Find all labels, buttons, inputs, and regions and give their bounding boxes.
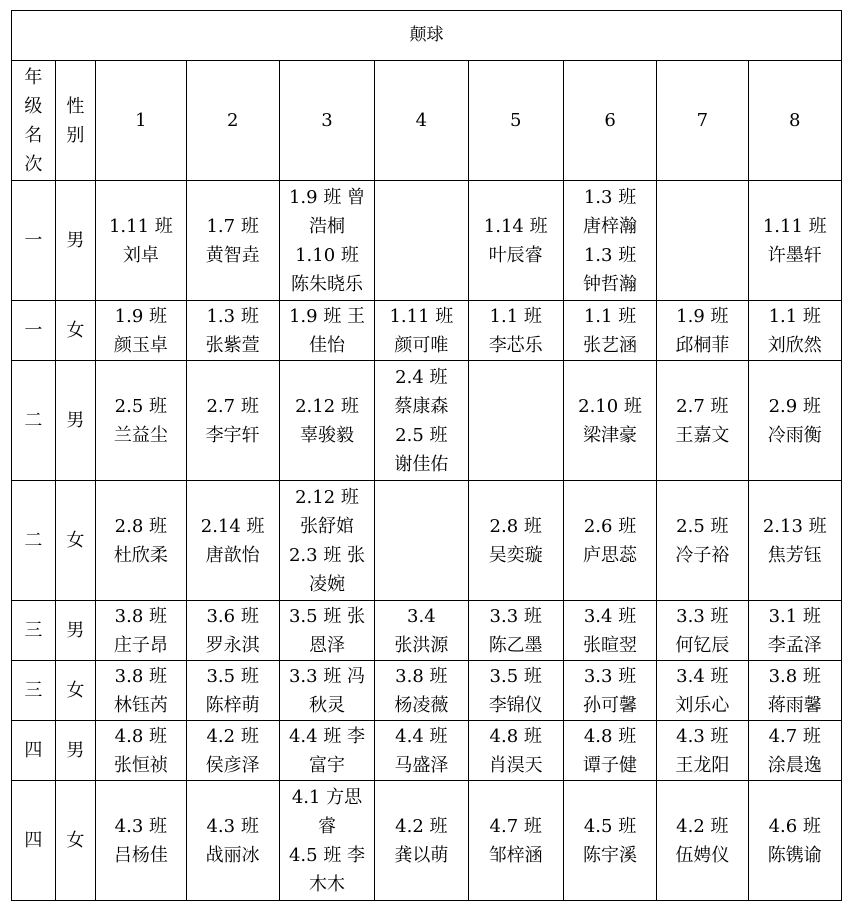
result-cell [96,301,186,361]
result-line: 陈镌谕 [767,844,822,866]
result-line: 1.14 班 [483,215,548,237]
result-line: 战丽冰 [205,844,260,866]
result-line: 2.14 班 [200,515,265,537]
result-line: 3.1 班 [768,605,821,627]
result-line: 4.8 班 [489,725,542,747]
result-line: 2.8 班 [489,515,542,537]
result-cell [96,481,186,601]
result-cell [563,661,656,721]
result-line: 2.7 班 [206,395,259,417]
result-cell [563,721,656,781]
result-cell [279,481,374,601]
result-line: 1.9 班 [114,305,168,327]
result-cell [375,781,468,901]
title-row [12,11,842,61]
result-line: 秋灵 [309,694,345,716]
table-row [12,301,842,361]
result-cell [186,601,279,661]
result-cell [563,301,656,361]
result-cell [279,781,374,901]
result-line: 肖淏天 [488,754,543,776]
gender-cell: 男 [55,721,96,781]
result-cell [375,481,468,601]
result-line: 3.5 班 [489,665,542,687]
result-line: 1.1 班 [489,305,542,327]
grade-header-char: 年 [24,66,43,88]
result-cell [375,181,468,301]
result-line: 辜骏毅 [300,424,354,446]
result-line: 张紫萱 [205,334,260,356]
result-cell [657,481,748,601]
grade-cell: 四 [12,781,56,901]
result-cell [279,661,374,721]
result-line: 4.7 班 [489,815,542,837]
result-cell [186,781,279,901]
result-line: 2.5 班 [395,424,448,446]
result-line: 3.4 班 [676,665,729,687]
result-line: 刘卓 [122,244,159,266]
result-line: 叶辰睿 [488,244,543,266]
table-row [12,361,842,481]
result-cell [186,721,279,781]
result-cell [96,361,186,481]
result-cell [375,601,468,661]
result-line: 4.4 班 李 [288,725,366,747]
result-line: 陈梓萌 [205,694,260,716]
result-line: 林钰芮 [113,694,168,716]
result-line: 伍娉仪 [675,844,730,866]
result-line: 4.3 班 [676,725,729,747]
result-cell [748,781,841,901]
result-cell [186,301,279,361]
rank-header: 2 [186,61,279,181]
result-line: 陈宇溪 [583,844,638,866]
result-line: 4.6 班 [768,815,821,837]
grade-cell: 四 [12,721,56,781]
results-table [11,10,842,901]
result-line: 4.3 班 [114,815,168,837]
result-cell [563,601,656,661]
table-row [12,661,842,721]
table-body [12,11,842,901]
result-cell [279,721,374,781]
gender-cell: 女 [55,661,96,721]
result-line: 2.9 班 [768,395,821,417]
result-line: 3.3 班 冯 [288,665,366,687]
rank-header: 8 [748,61,841,181]
result-line: 浩桐 [309,215,345,237]
result-cell [657,781,748,901]
result-cell [186,361,279,481]
grade-cell: 三 [12,661,56,721]
result-cell [186,661,279,721]
result-cell [468,661,563,721]
result-cell [279,361,374,481]
result-line: 4.5 班 李 [288,844,366,866]
header-row [12,61,842,181]
result-line: 1.9 班 曾 [288,186,366,208]
result-cell [186,181,279,301]
result-cell [748,601,841,661]
result-line: 谢佳佑 [394,453,449,475]
result-line: 3.3 班 [583,665,637,687]
result-line: 凌婉 [309,573,345,595]
result-cell [468,481,563,601]
result-cell [468,301,563,361]
result-line: 佳怡 [309,334,345,356]
grade-header [12,61,56,181]
result-cell [279,301,374,361]
result-line: 2.5 班 [676,515,729,537]
grade-header-char: 名 [24,124,43,146]
result-line: 刘乐心 [675,694,730,716]
result-line: 邹梓涵 [488,844,543,866]
result-line: 4.2 班 [395,815,448,837]
result-line: 2.3 班 张 [288,544,366,566]
gender-header-char: 别 [66,124,85,146]
table-row [12,181,842,301]
result-line: 1.11 班 [762,215,827,237]
result-line: 蔡康森 [394,395,449,417]
result-line: 蒋雨馨 [767,694,822,716]
result-line: 2.7 班 [676,395,729,417]
gender-cell: 女 [55,781,96,901]
grade-cell: 三 [12,601,56,661]
result-cell [748,301,841,361]
gender-header [55,61,96,181]
result-line: 刘欣然 [767,334,822,356]
result-line: 2.5 班 [114,395,168,417]
result-line: 4.1 方思 [291,786,363,808]
result-cell [468,781,563,901]
result-cell [96,661,186,721]
result-line: 颜玉卓 [113,334,168,356]
grade-header-char: 次 [24,153,43,175]
result-line: 睿 [318,815,336,837]
result-line: 冷雨衡 [767,424,822,446]
result-line: 2.8 班 [114,515,168,537]
result-line: 4.7 班 [768,725,821,747]
result-line: 侯彦泽 [205,754,260,776]
result-cell [279,181,374,301]
result-line: 4.2 班 [676,815,729,837]
result-line: 4.3 班 [206,815,259,837]
result-cell [657,601,748,661]
result-cell [748,481,841,601]
result-line: 4.2 班 [206,725,259,747]
result-line: 2.4 班 [395,366,448,388]
result-line: 张舒婠 [300,515,354,537]
result-cell [468,361,563,481]
result-line: 吕杨佳 [113,844,168,866]
result-cell [657,721,748,781]
result-line: 王嘉文 [675,424,730,446]
result-line: 陈乙墨 [488,634,543,656]
result-line: 2.12 班 [295,395,359,417]
result-line: 冷子裕 [675,544,730,566]
rank-header: 7 [657,61,748,181]
table-row [12,481,842,601]
rank-header: 1 [96,61,186,181]
result-line: 3.4 班 [583,605,637,627]
result-line: 张艺涵 [583,334,638,356]
result-line: 罗永淇 [205,634,260,656]
result-cell [468,721,563,781]
result-line: 李孟泽 [767,634,822,656]
result-cell [375,361,468,481]
result-line: 4.5 班 [583,815,637,837]
grade-header-char: 级 [24,95,43,117]
result-cell [657,181,748,301]
result-line: 唐歆怡 [205,544,260,566]
result-cell [96,781,186,901]
gender-header-char: 性 [66,95,85,117]
result-line: 龚以萌 [394,844,449,866]
result-line: 1.11 班 [389,305,454,327]
result-line: 3.3 班 [489,605,542,627]
result-line: 王龙阳 [675,754,730,776]
result-line: 杨凌薇 [394,694,449,716]
gender-cell: 男 [55,181,96,301]
result-line: 1.3 班 [206,305,259,327]
result-cell [96,181,186,301]
result-line: 1.9 班 王 [288,305,366,327]
result-cell [657,361,748,481]
gender-cell: 男 [55,361,96,481]
result-cell [375,661,468,721]
result-line: 4.8 班 [114,725,168,747]
result-line: 2.10 班 [578,395,642,417]
result-line: 3.8 班 [114,665,168,687]
result-cell [563,361,656,481]
result-line: 唐梓瀚 [583,215,638,237]
result-cell [375,721,468,781]
result-line: 张暄翌 [583,634,638,656]
result-line: 李锦仪 [488,694,543,716]
result-line: 黄智垚 [205,244,260,266]
result-line: 马盛泽 [394,754,449,776]
result-line: 焦芳钰 [767,544,822,566]
result-line: 3.5 班 [206,665,259,687]
result-line: 钟哲瀚 [583,273,638,295]
table-row [12,601,842,661]
result-cell [657,661,748,721]
result-cell [748,181,841,301]
gender-cell: 女 [55,481,96,601]
result-cell [748,361,841,481]
result-cell [657,301,748,361]
result-line: 张恒祯 [113,754,168,776]
result-line: 孙可馨 [583,694,638,716]
result-cell [186,481,279,601]
result-line: 兰益尘 [113,424,168,446]
result-cell [375,301,468,361]
result-line: 3.3 班 [676,605,729,627]
result-line: 恩泽 [309,634,345,656]
result-line: 1.1 班 [768,305,821,327]
grade-cell: 一 [12,181,56,301]
result-cell [468,601,563,661]
result-cell [468,181,563,301]
result-line: 1.3 班 [583,244,637,266]
gender-cell: 男 [55,601,96,661]
result-line: 李宇轩 [205,424,260,446]
result-line: 3.4 [407,605,436,627]
result-line: 颜可唯 [394,334,449,356]
result-line: 4.4 班 [395,725,448,747]
result-line: 庄子昂 [113,634,168,656]
result-line: 1.7 班 [206,215,259,237]
result-line: 张洪源 [394,634,449,656]
table-row [12,781,842,901]
result-line: 2.6 班 [583,515,637,537]
table-row [12,721,842,781]
result-line: 李芯乐 [488,334,543,356]
result-line: 1.3 班 [583,186,637,208]
rank-header: 3 [279,61,374,181]
result-line: 木木 [309,873,345,895]
result-cell [563,481,656,601]
result-line: 3.5 班 张 [288,605,366,627]
result-line: 杜欣柔 [113,544,168,566]
result-line: 4.8 班 [583,725,637,747]
result-line: 2.13 班 [762,515,827,537]
result-line: 1.10 班 [295,244,359,266]
result-line: 3.8 班 [768,665,821,687]
rank-header: 5 [468,61,563,181]
result-line: 3.6 班 [206,605,259,627]
result-line: 何钇辰 [675,634,730,656]
result-line: 谭子健 [583,754,638,776]
result-line: 许墨轩 [767,244,822,266]
grade-cell: 二 [12,361,56,481]
result-line: 富宇 [309,754,345,776]
result-line: 1.11 班 [108,215,173,237]
result-line: 邱桐菲 [675,334,730,356]
result-line: 涂晨逸 [767,754,822,776]
result-line: 吴奕璇 [488,544,543,566]
result-line: 2.12 班 [295,486,359,508]
result-line: 1.9 班 [676,305,729,327]
rank-header: 6 [563,61,656,181]
result-line: 陈朱晓乐 [291,273,363,295]
grade-cell: 一 [12,301,56,361]
rank-header: 4 [375,61,468,181]
result-line: 梁津豪 [583,424,638,446]
result-line: 3.8 班 [114,605,168,627]
result-cell [96,721,186,781]
gender-cell: 女 [55,301,96,361]
grade-cell: 二 [12,481,56,601]
table-title: 颠球 [12,11,842,61]
result-cell [563,781,656,901]
result-line: 1.1 班 [583,305,637,327]
result-cell [563,181,656,301]
result-cell [748,721,841,781]
result-cell [96,601,186,661]
result-cell [279,601,374,661]
result-cell [748,661,841,721]
result-line: 3.8 班 [395,665,448,687]
result-line: 庐思蕊 [583,544,638,566]
